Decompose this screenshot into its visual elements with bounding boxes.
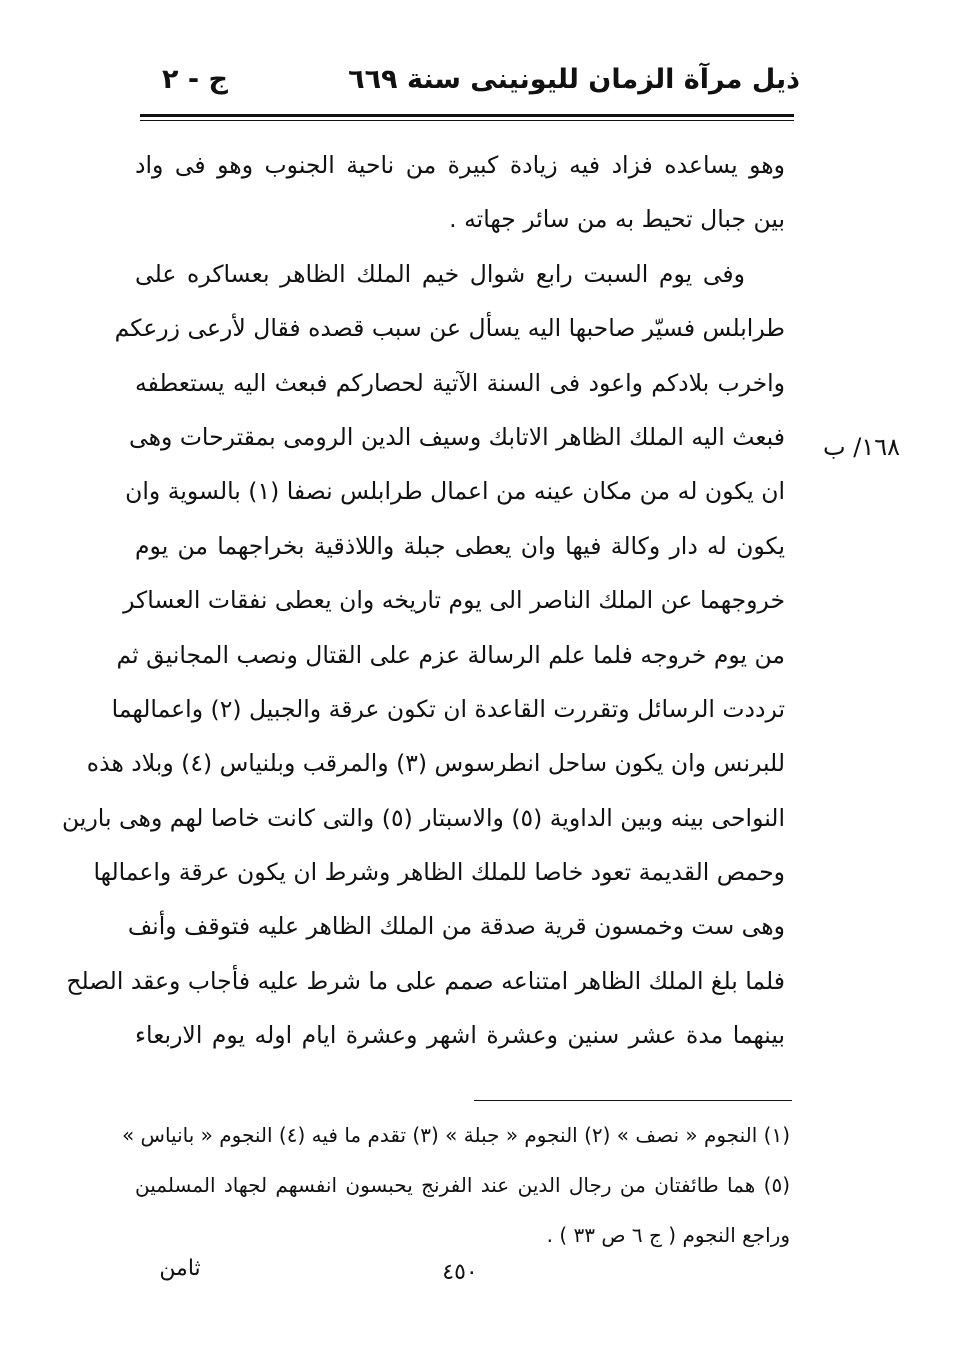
- body-line: ترددت الرسائل وتقررت القاعدة ان تكون عرقة والجبيل (٢) واعمالهما: [111, 694, 785, 723]
- folio-margin-note: ١٦٨/ ب: [823, 433, 900, 461]
- header-rule: [140, 114, 794, 117]
- body-line: فبعث اليه الملك الظاهر الاتابك وسيف الدين الرومى بمقترحات وهى: [129, 422, 785, 451]
- footnote-line: (٥) هما طائفتان من رجال الدين عند الفرنج يحبسون انفسهم لجهاد المسلمين: [135, 1173, 790, 1197]
- body-line: بينهما مدة عشر سنين وعشرة اشهر وعشرة ايام اوله يوم الاربعاء: [135, 1021, 785, 1050]
- body-line: خروجهما عن الملك الناصر الى يوم تاريخه وان يعطى نفقات العساكر: [123, 586, 785, 615]
- running-title: ذيل مرآة الزمان لليونينى سنة ٦٦٩: [348, 64, 800, 95]
- footnote-line: وراجع النجوم ( ج ٦ ص ٣٣ ) .: [546, 1223, 790, 1247]
- footnote-line: (١) النجوم « نصف » (٢) النجوم « جبلة » (٣) تقدم ما فيه (٤) النجوم « بانياس »: [121, 1123, 790, 1147]
- page-header: [140, 58, 800, 104]
- body-line: يكون له دار وكالة فيها وان يعطى جبلة واللاذقية بخراجهما من يوم: [135, 531, 785, 560]
- page-number: ٤٥٠: [442, 1260, 478, 1285]
- signature-mark: ثامن: [159, 1256, 201, 1281]
- body-line: وفى يوم السبت رابع شوال خيم الملك الظاهر بعساكره على: [135, 259, 745, 288]
- body-line: وهو يساعده فزاد فيه زيادة كبيرة من ناحية الجنوب وهو فى واد: [135, 151, 785, 179]
- body-line: وهى ست وخمسون قرية صدقة من الملك الظاهر عليه فتوقف وأنف: [127, 912, 785, 941]
- body-line: بين جبال تحيط به من سائر جهاته .: [449, 205, 785, 234]
- body-line: واخرب بلادكم واعود فى السنة الآتية لحصاركم فبعث اليه يستعطفه: [135, 368, 785, 397]
- body-line: النواحى بينه وبين الداوية (٥) والاسبتار (٥) والتى كانت خاصا لهم وهى بارين: [62, 803, 785, 832]
- footnotes: [121, 1110, 790, 1260]
- body-line: فلما بلغ الملك الظاهر امتناعه صمم على ما شرط عليه فأجاب وعقد الصلح: [66, 966, 785, 995]
- body-line: للبرنس وان يكون ساحل انطرسوس (٣) والمرقب وبلنياس (٤) وبلاد هذه: [86, 749, 785, 778]
- body-line: وحمص القديمة تعود خاصا للملك الظاهر وشرط ان يكون عرقة واعمالها: [93, 858, 785, 887]
- volume-label: ج - ٢: [162, 64, 228, 95]
- body-text: [62, 138, 785, 1063]
- body-line: ان يكون له من مكان عينه من اعمال طرابلس نصفا (١) بالسوية وان: [125, 477, 785, 506]
- body-line: من يوم خروجه فلما علم الرسالة عزم على القتال ونصب المجانيق ثم: [116, 640, 785, 669]
- body-line: طرابلس فسيّر صاحبها اليه يسأل عن سبب قصده فقال لأرعى زرعكم: [114, 314, 785, 343]
- footnote-rule: [474, 1100, 792, 1101]
- header-rule-thin: [140, 120, 794, 121]
